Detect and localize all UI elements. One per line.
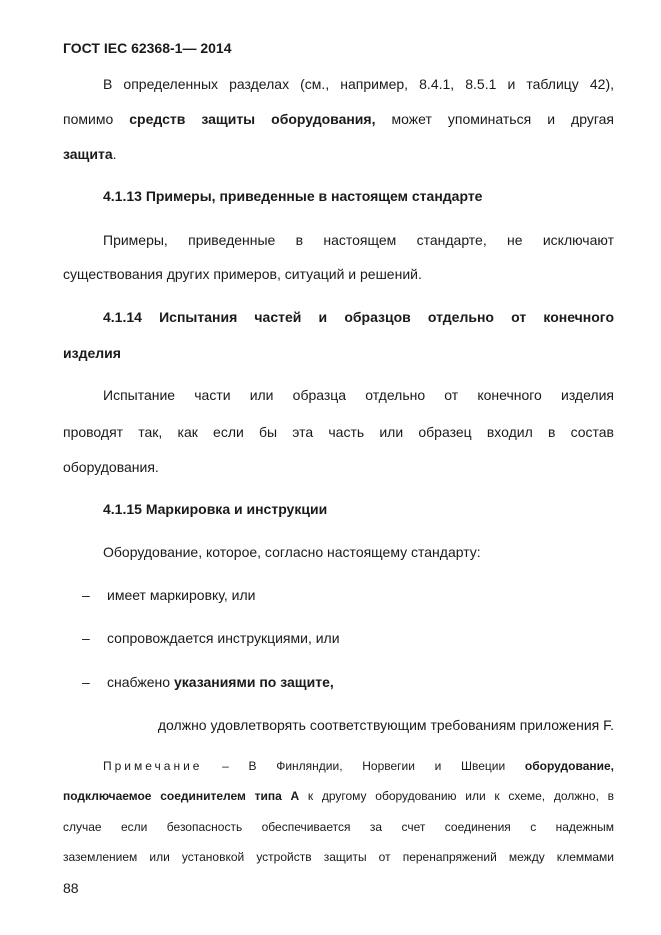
text-run: к другому оборудованию или к схеме, должно, в [299, 789, 615, 803]
page-number: 88 [63, 880, 79, 896]
paragraph-1-line-1: В определенных разделах (см., например, 8.4.1, 8.5.1 и таблицу 42), [103, 76, 614, 92]
paragraph-3-line-3: оборудования. [63, 459, 159, 475]
text-run: – В Финляндии, Норвегии и Швеции [202, 759, 525, 773]
document-header: ГОСТ IEC 62368-1— 2014 [63, 40, 232, 56]
list-item-text: имеет маркировку, или [107, 587, 256, 603]
term-connector-type-a: подключаемое соединителем типа А [63, 789, 300, 803]
list-bullet: – [82, 674, 90, 690]
paragraph-2-line-1: Примеры, приведенные в настоящем стандарте, не исключают [103, 232, 614, 248]
paragraph-1-line-2 [63, 110, 614, 128]
paragraph-1-line-3 [63, 145, 614, 163]
note-label: Примечание [103, 759, 203, 773]
list-bullet: – [82, 630, 90, 646]
term-safeguard: защита [63, 146, 113, 162]
paragraph-5: должно удовлетворять соответствующим требованиям приложения F. [157, 717, 614, 733]
text-run: может упоминаться и другая [375, 111, 614, 127]
text-run: помимо [63, 111, 130, 127]
list-bullet: – [82, 587, 90, 603]
paragraph-4-intro: Оборудование, которое, согласно настоящему стандарту: [103, 544, 481, 560]
section-heading-4-1-14-line-2: изделия [63, 345, 121, 361]
list-item-text: сопровождается инструкциями, или [107, 630, 340, 646]
section-heading-4-1-15: 4.1.15 Маркировка и инструкции [103, 501, 328, 517]
paragraph-3-line-2: проводят так, как если бы эта часть или образец входил в состав [63, 424, 614, 440]
paragraph-3-line-1: Испытание части или образца отдельно от конечного изделия [103, 387, 614, 403]
text-run: снабжено [107, 674, 174, 690]
term-safeguard-instructions: указаниями по защите, [173, 674, 334, 690]
note-line-1 [103, 757, 614, 775]
section-heading-4-1-14-line-1: 4.1.14 Испытания частей и образцов отдельно от конечного [103, 309, 614, 325]
note-line-2 [63, 787, 614, 805]
term-equipment-safeguard: средств защиты оборудования, [129, 111, 376, 127]
paragraph-2-line-2: существования других примеров, ситуаций и решений. [63, 266, 422, 282]
text-run: . [112, 146, 117, 162]
note-line-3: случае если безопасность обеспечивается за счет соединения с надежным [63, 820, 614, 834]
term-equipment: оборудование, [524, 759, 614, 773]
list-item-text [107, 673, 334, 691]
note-line-4: заземлением или установкой устройств защиты от перенапряжений между клеммами [63, 850, 614, 864]
section-heading-4-1-13: 4.1.13 Примеры, приведенные в настоящем стандарте [103, 188, 483, 204]
